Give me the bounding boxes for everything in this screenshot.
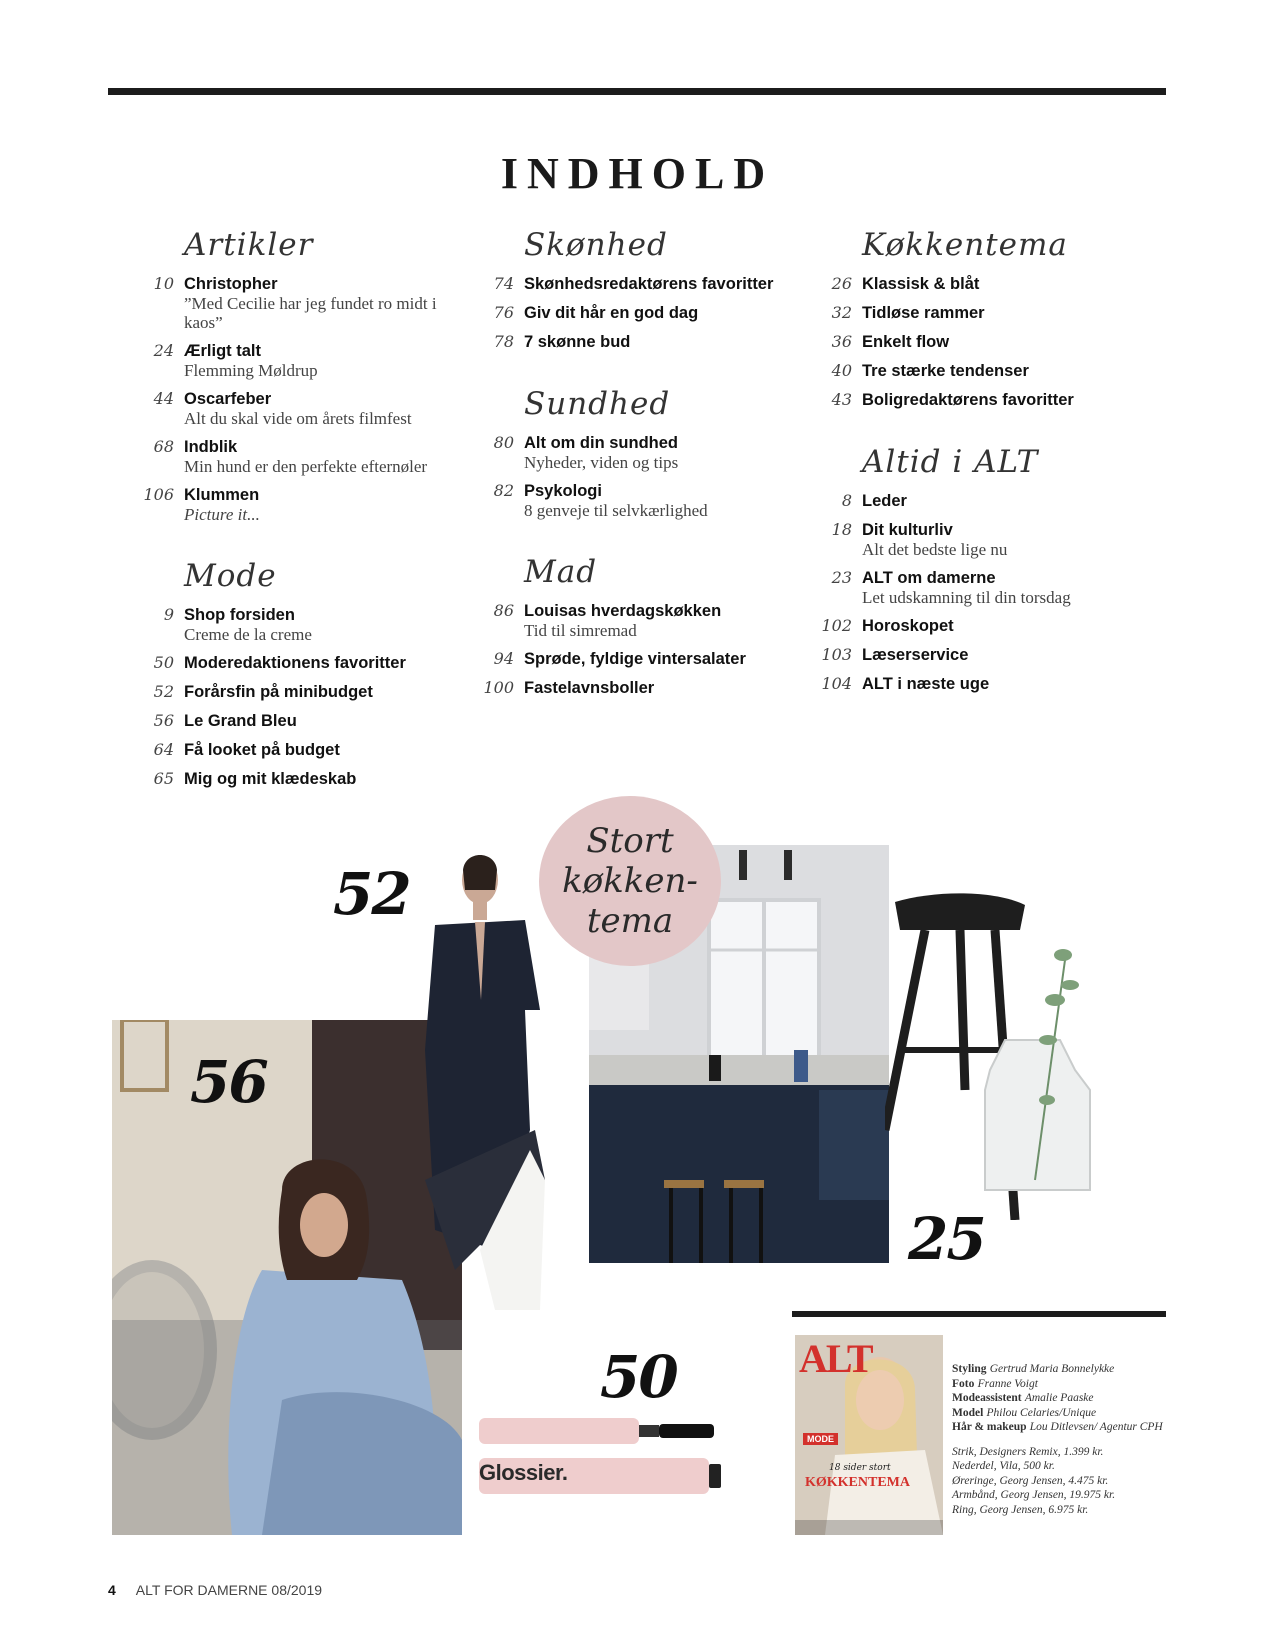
toc-entry-subtitle: ”Med Cecilie har jeg fundet ro midt i kaos” (184, 294, 437, 332)
toc-page-number: 40 (831, 361, 852, 380)
section-heading-skonhed: Skønhed (524, 227, 668, 263)
toc-entry-text (184, 769, 470, 789)
credit-name: Lou Ditlevsen/ Agentur CPH (1029, 1421, 1163, 1433)
section-heading-altid-i-alt: Altid i ALT (862, 444, 1039, 480)
toc-entry[interactable] (140, 605, 470, 644)
toc-entry[interactable] (818, 390, 1178, 410)
credit-line (952, 1362, 1167, 1377)
toc-entry-title: Skønhedsredaktørens favoritter (524, 275, 774, 293)
credit-item: Øreringe, Georg Jensen, 4.475 kr. (952, 1474, 1109, 1487)
cover-badge: MODE (803, 1433, 838, 1445)
photo-credits (952, 1362, 1167, 1517)
toc-page-number: 106 (143, 485, 174, 504)
toc-entry[interactable] (818, 303, 1178, 323)
toc-page-number: 18 (831, 520, 852, 539)
toc-entry-text (524, 274, 820, 294)
toc-entry-subtitle: Let udskamning til din torsdag (862, 588, 1071, 607)
section-heading-artikler: Artikler (184, 227, 314, 263)
toc-page-number: 23 (831, 568, 852, 587)
toc-entry[interactable] (140, 682, 470, 702)
toc-page-number: 74 (493, 274, 514, 293)
toc-entry-title: Dit kulturliv (862, 521, 953, 539)
toc-page-number: 56 (153, 711, 174, 730)
toc-entry-title: Moderedaktionens favoritter (184, 654, 406, 672)
toc-entry-title: Oscarfeber (184, 390, 272, 408)
toc-page-number: 24 (153, 341, 174, 360)
credit-line (952, 1420, 1167, 1435)
toc-page-number: 80 (493, 433, 514, 452)
kitchen-theme-badge (539, 796, 721, 966)
toc-entry-text (524, 433, 820, 472)
toc-entry[interactable] (818, 332, 1178, 352)
toc-entry-text (862, 390, 1178, 410)
toc-entry-text (524, 678, 820, 698)
toc-page-number: 78 (493, 332, 514, 351)
toc-page-number: 94 (493, 649, 514, 668)
toc-entry[interactable] (140, 769, 470, 789)
toc-entry-title: Horoskopet (862, 617, 954, 635)
toc-entry[interactable] (480, 303, 820, 323)
toc-entry-text (862, 361, 1178, 381)
credit-name: Franne Voigt (977, 1377, 1038, 1390)
toc-entry-title: Le Grand Bleu (184, 712, 297, 730)
cover-logo: ALT (799, 1336, 872, 1381)
credit-item: Ring, Georg Jensen, 6.975 kr. (952, 1503, 1089, 1516)
toc-page-number: 50 (153, 653, 174, 672)
toc-entry-text (862, 616, 1178, 636)
toc-page-number: 68 (153, 437, 174, 456)
credit-label: Foto (952, 1377, 975, 1390)
toc-entry-text (524, 303, 820, 323)
toc-entry-title: Giv dit hår en god dag (524, 304, 699, 322)
section-heading-kokkentema: Køkkentema (862, 227, 1068, 263)
toc-page-number: 52 (153, 682, 174, 701)
page-number-56: 56 (190, 1048, 267, 1116)
toc-entry[interactable] (480, 601, 820, 640)
toc-entry-text (524, 649, 820, 669)
credit-item: Strik, Designers Remix, 1.399 kr. (952, 1445, 1104, 1458)
toc-entry[interactable] (818, 520, 1178, 559)
credits-rule (792, 1311, 1166, 1317)
section-gap (480, 361, 820, 385)
toc-entry-title: Indblik (184, 438, 238, 456)
toc-entry[interactable] (818, 274, 1178, 294)
toc-entry-title: Læserservice (862, 646, 969, 664)
toc-entry-text (184, 605, 470, 644)
page-title: INDHOLD (500, 149, 775, 198)
toc-entry-text (184, 437, 470, 476)
toc-entry[interactable] (818, 491, 1178, 511)
toc-page-number: 65 (153, 769, 174, 788)
toc-entry[interactable] (818, 674, 1178, 694)
toc-entry-text (184, 485, 470, 524)
section-gap (818, 419, 1178, 443)
credit-line (952, 1391, 1167, 1406)
toc-entry-text (184, 740, 470, 760)
toc-entry[interactable] (140, 711, 470, 731)
toc-entry-text (862, 332, 1178, 352)
credit-label: Model (952, 1406, 984, 1419)
toc-page-number: 26 (831, 274, 852, 293)
toc-entry-title: Ærligt talt (184, 342, 261, 360)
toc-entry-text (862, 520, 1178, 559)
credit-label: Styling (952, 1363, 987, 1375)
credit-name: Gertrud Maria Bonnelykke (989, 1363, 1115, 1375)
toc-entry[interactable] (140, 653, 470, 673)
toc-entry-text (184, 341, 470, 380)
toc-entry-title: ALT om damerne (862, 569, 996, 587)
toc-entry-text (524, 481, 820, 520)
credit-label: Modeassistent (952, 1392, 1022, 1404)
toc-page-number: 8 (841, 491, 852, 510)
toc-entry-subtitle: Flemming Møldrup (184, 361, 318, 380)
page-number-52: 52 (333, 860, 410, 928)
toc-entry-title: Klassisk & blåt (862, 275, 980, 293)
page-number-50: 50 (600, 1343, 677, 1411)
toc-page-number: 44 (153, 389, 174, 408)
toc-entry-subtitle: Creme de la creme (184, 625, 312, 644)
photo-stool-vase (885, 890, 1105, 1220)
toc-entry-text (862, 303, 1178, 323)
toc-entry-title: Fastelavnsboller (524, 679, 655, 697)
toc-entry-title: Klummen (184, 486, 260, 504)
footer-page-number: 4 (108, 1582, 116, 1598)
toc-entry-subtitle: Nyheder, viden og tips (524, 453, 679, 472)
toc-entry[interactable] (140, 389, 470, 428)
glossier-label: Glossier. (479, 1460, 568, 1485)
toc-entry-title: ALT i næste uge (862, 675, 990, 693)
toc-page-number: 102 (821, 616, 852, 635)
toc-entry-text (184, 653, 470, 673)
photo-model-standing (395, 850, 555, 1310)
toc-entry-title: Psykologi (524, 482, 602, 500)
toc-entry-text (184, 389, 470, 428)
toc-entry-text (524, 332, 820, 352)
toc-column-left (140, 226, 470, 798)
toc-page-number: 86 (493, 601, 514, 620)
toc-entry[interactable] (480, 649, 820, 669)
top-rule (108, 88, 1166, 95)
credit-name: Amalie Paaske (1024, 1392, 1094, 1404)
toc-entry-subtitle: Picture it... (184, 505, 260, 524)
toc-column-right (818, 226, 1178, 703)
cover-headline-small: 18 sider stort (829, 1463, 891, 1473)
photo-mascara (475, 1410, 755, 1500)
toc-entry[interactable] (140, 341, 470, 380)
toc-page-number: 32 (831, 303, 852, 322)
toc-entry-title: Shop forsiden (184, 606, 295, 624)
toc-entry-subtitle: Alt det bedste lige nu (862, 540, 1008, 559)
toc-entry[interactable] (818, 568, 1178, 607)
section-gap (480, 529, 820, 553)
toc-entry-title: Enkelt flow (862, 333, 950, 351)
toc-entry-subtitle: Min hund er den perfekte efternøler (184, 457, 428, 476)
toc-entry-title: Leder (862, 492, 907, 510)
toc-entry-title: Christopher (184, 275, 278, 293)
credit-item: Nederdel, Vila, 500 kr. (952, 1460, 1055, 1472)
toc-entry[interactable] (480, 481, 820, 520)
toc-page-number: 103 (821, 645, 852, 664)
toc-entry[interactable] (140, 274, 470, 332)
toc-page-number: 76 (493, 303, 514, 322)
credit-line (952, 1406, 1167, 1421)
toc-entry-title: Boligredaktørens favoritter (862, 391, 1074, 409)
toc-page-number: 82 (493, 481, 514, 500)
footer-magazine: ALT FOR DAMERNE 08/2019 (135, 1582, 323, 1598)
toc-entry-text (862, 645, 1178, 665)
toc-entry-text (862, 491, 1178, 511)
toc-entry[interactable] (480, 433, 820, 472)
toc-entry[interactable] (480, 332, 820, 352)
toc-entry-title: Louisas hverdagskøkken (524, 602, 722, 620)
credit-label: Hår & makeup (952, 1421, 1027, 1433)
toc-entry-title: Forårsfin på minibudget (184, 683, 373, 701)
page-footer (108, 1582, 322, 1598)
toc-page-number: 43 (831, 390, 852, 409)
page-number-25: 25 (908, 1205, 985, 1273)
cover-headline: KØKKENTEMA (805, 1475, 911, 1490)
toc-entry-text (862, 674, 1178, 694)
toc-page-number: 9 (163, 605, 174, 624)
toc-entry[interactable] (140, 437, 470, 476)
section-heading-sundhed: Sundhed (524, 386, 671, 422)
toc-entry-title: 7 skønne bud (524, 333, 631, 351)
toc-entry-text (862, 274, 1178, 294)
toc-entry-text (184, 274, 470, 332)
toc-entry[interactable] (140, 740, 470, 760)
toc-entry-text (862, 568, 1178, 607)
toc-column-middle (480, 226, 820, 707)
credit-name: Philou Celaries/Unique (986, 1406, 1097, 1419)
toc-entry[interactable] (480, 274, 820, 294)
kitchen-theme-badge-text: Stort køkken-tema (562, 821, 698, 941)
toc-entry-title: Sprøde, fyldige vintersalater (524, 650, 746, 668)
toc-entry-title: Tre stærke tendenser (862, 362, 1029, 380)
section-heading-mad: Mad (524, 554, 598, 590)
credit-line (952, 1377, 1167, 1392)
section-heading-mode: Mode (184, 558, 277, 594)
toc-entry-title: Tidløse rammer (862, 304, 985, 322)
toc-entry-text (184, 682, 470, 702)
toc-entry-subtitle: 8 genveje til selvkærlighed (524, 501, 708, 520)
section-gap (140, 533, 470, 557)
toc-entry-title: Få looket på budget (184, 741, 340, 759)
toc-page-number: 104 (821, 674, 852, 693)
toc-entry-title: Alt om din sundhed (524, 434, 678, 452)
cover-thumbnail (795, 1335, 943, 1535)
toc-entry-subtitle: Tid til simremad (524, 621, 637, 640)
toc-entry-text (524, 601, 820, 640)
toc-entry[interactable] (818, 361, 1178, 381)
credit-item: Armbånd, Georg Jensen, 19.975 kr. (952, 1489, 1116, 1501)
toc-entry-subtitle: Alt du skal vide om årets filmfest (184, 409, 412, 428)
toc-page-number: 64 (153, 740, 174, 759)
toc-entry[interactable] (818, 645, 1178, 665)
toc-entry-text (184, 711, 470, 731)
toc-entry-title: Mig og mit klædeskab (184, 770, 357, 788)
toc-entry[interactable] (818, 616, 1178, 636)
toc-entry[interactable] (480, 678, 820, 698)
toc-page-number: 36 (831, 332, 852, 351)
toc-page-number: 100 (483, 678, 514, 697)
toc-entry[interactable] (140, 485, 470, 524)
toc-page-number: 10 (153, 274, 174, 293)
